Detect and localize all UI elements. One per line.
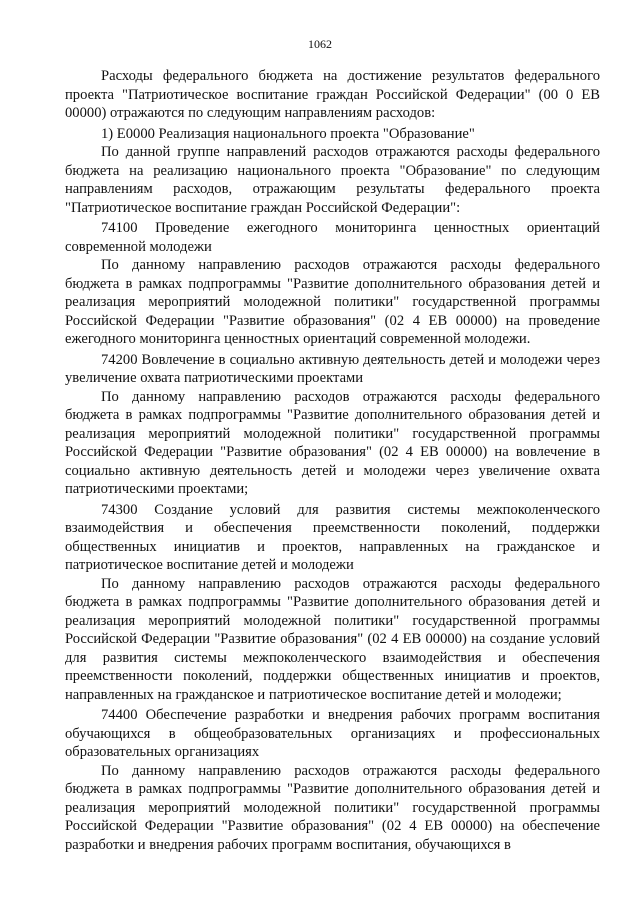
section-heading-74200: 74200 Вовлечение в социально активную деятельность детей и молодежи через увеличение охвата патриотическими проектами: [65, 351, 600, 386]
section-heading-74300: 74300 Создание условий для развития системы межпоколенческого взаимодействия и обеспечения преемственности поколений, поддержки общественных инициатив и проектов, направленных на гражданское и патриотическое воспитание детей и молодежи: [65, 501, 600, 573]
section-heading-74100: 74100 Проведение ежегодного мониторинга ценностных ориентаций современной молодежи: [65, 220, 600, 255]
page-number: 1062: [308, 37, 332, 51]
document-body: [65, 67, 600, 854]
intro-paragraph: Расходы федерального бюджета на достижение результатов федерального проекта "Патриотическое воспитание граждан Российской Федерации" (00 0 ЕВ 00000) отражаются по следующим направлениям расходов:: [65, 68, 600, 121]
section-description-e0000: По данной группе направлений расходов отражаются расходы федерального бюджета на реализацию национального проекта "Образование" по следующим направлениям расходов, отражающим результаты федерального проекта "Патриотическое воспитание граждан Российской Федерации":: [65, 144, 600, 216]
section-description-74100: По данному направлению расходов отражаются расходы федерального бюджета в рамках подпрограммы "Развитие дополнительного образования детей и реализация мероприятий молодежной политики" государственной программы Российской Федерации "Развитие образования" (02 4 ЕВ 00000) на проведение ежегодного мониторинга ценностных ориентаций современной молодежи.: [65, 257, 600, 347]
section-description-74200: По данному направлению расходов отражаются расходы федерального бюджета в рамках подпрограммы "Развитие дополнительного образования детей и реализация мероприятий молодежной политики" государственной программы Российской Федерации "Развитие образования" (02 4 ЕВ 00000) на вовлечение в социально активную деятельность детей и молодежи через увеличение охвата патриотическими проектами;: [65, 388, 600, 497]
section-description-74300: По данному направлению расходов отражаются расходы федерального бюджета в рамках подпрограммы "Развитие дополнительного образования детей и реализация мероприятий молодежной политики" государственной программы Российской Федерации "Развитие образования" (02 4 ЕВ 00000) на создание условий для развития системы межпоколенческого взаимодействия и обеспечения преемственности поколений, поддержки общественных инициатив и проектов, направленных на гражданское и патриотическое воспитание детей и молодежи;: [65, 575, 600, 703]
section-heading-e0000: 1) Е0000 Реализация национального проекта "Образование": [101, 125, 475, 142]
section-heading-74400: 74400 Обеспечение разработки и внедрения рабочих программ воспитания обучающихся в общеобразовательных организациях и профессиональных образовательных организациях: [65, 707, 600, 760]
section-description-74400: По данному направлению расходов отражаются расходы федерального бюджета в рамках подпрограммы "Развитие дополнительного образования детей и реализация мероприятий молодежной политики" государственной программы Российской Федерации "Развитие образования" (02 4 ЕВ 00000) на обеспечение разработки и внедрения рабочих программ воспитания, обучающихся в: [65, 762, 600, 853]
